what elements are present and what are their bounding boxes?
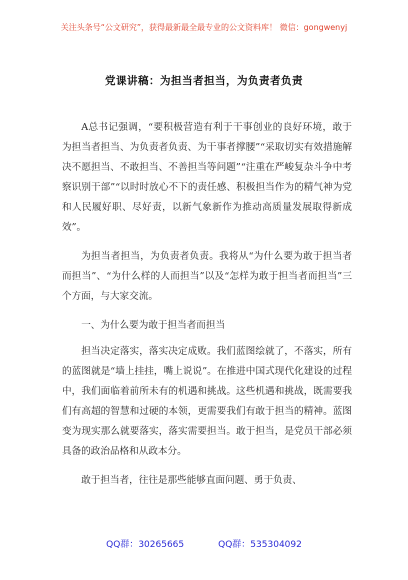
page-header-notice: 关注头条号“公文研究”，获得最新最全最专业的公文资料库！ 微信：gongwenyj	[60, 23, 348, 32]
document-title: 党课讲稿：为担当者担当，为负责者负责	[105, 75, 303, 87]
page-footer	[0, 537, 408, 550]
paragraph-section-1: 担当决定落实，落实决定成败。我们蓝图绘就了，不落实，所有的蓝图就是“墙上挂挂，嘴上说说”。在推进中国式现代化建设的过程中，我们面临着前所未有的机遇和挑战。这些机遇和挑战，既需要我们有高超的智慧和过硬的本领，更需要我们有敢于担当的精神。蓝图变为现实那么就要落实，落实需要担当。敢于担当，是党员干部必须具备的政治品格和从政本分。	[62, 346, 352, 457]
document-body	[62, 118, 352, 500]
paragraph-continued: 敢于担当者，往往是那些能够直面问题、勇于负责、	[81, 475, 302, 486]
paragraph-outline: 为担当者担当，为负责者负责。我将从“为什么要为敢于担当者而担当”、“为什么样的人而担当”以及“怎样为敢于担当者而担当”三个方面，与大家交流。	[62, 251, 352, 302]
footer-qq-group-2: QQ群：535304092	[218, 540, 302, 550]
paragraph-intro: A总书记强调，“要积极营造有利于干事创业的良好环境，敢于为担当者担当、为负责者负责、为干事者撑腰”“采取切实有效措施解决不愿担当、不敢担当、不善担当等问题”“注重在严峻复杂斗争中考察识别干部”“以时时放心不下的责任感、积极担当作为的精气神为党和人民履好职、尽好责，以新气象新作为推动高质量发展取得新成效”。	[62, 122, 352, 233]
section-heading-1: 一、为什么要为敢于担当者而担当	[81, 320, 226, 331]
footer-qq-group-1: QQ群：30265665	[106, 540, 185, 550]
